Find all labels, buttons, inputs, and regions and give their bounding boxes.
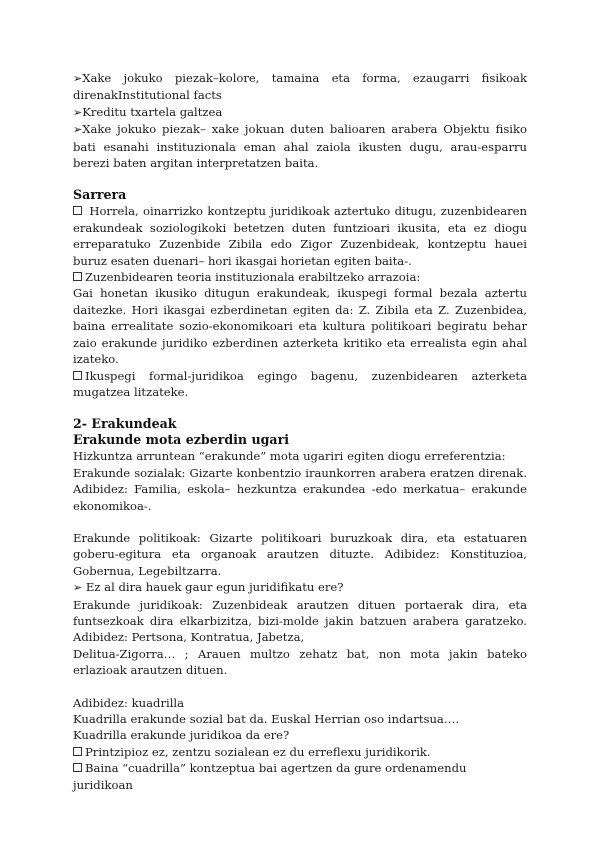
paragraph-text: Xake jokuko piezak–kolore, tamaina eta forma, ezaugarri fisikoak direnakInstitutional facts <box>73 71 527 103</box>
box-bullet-item <box>73 760 527 793</box>
checkbox-bullet-icon <box>73 747 82 756</box>
arrow-bullet-icon: ➢ <box>73 581 83 595</box>
checkbox-bullet-icon <box>73 371 82 380</box>
paragraph: Kuadrilla erakunde juridikoa da ere? <box>73 728 290 743</box>
checkbox-bullet-icon <box>73 272 82 281</box>
paragraph-text: Printzipioz ez, zentzu sozialean ez du erreflexu juridikorik. <box>85 744 431 759</box>
paragraph: Erakunde politikoak: Gizarte politikoari buruzkoak dira, eta estatuaren goberu-egitura eta organoak arautzen dituzte. Adibidez: Konstituzioa, Gobernua, Legebiltzarra. <box>73 530 527 578</box>
checkbox-bullet-icon <box>73 763 82 772</box>
paragraph-text: Ez al dira hauek gaur egun juridifikatu ere? <box>85 580 344 595</box>
section-heading-erakundeak: 2- Erakundeak <box>73 416 177 432</box>
paragraph-text: Zuzenbidearen teoria instituzionala erabiltzeko arrazoia: <box>85 270 421 285</box>
box-bullet-item <box>73 269 527 285</box>
section-heading-sarrera: Sarrera <box>73 187 127 203</box>
paragraph: Adibidez: kuadrilla <box>73 695 185 710</box>
paragraph-text: Xake jokuko piezak– xake jokuan duten balioaren arabera Objektu fisiko bati esanahi instituzionala eman ahal zaiola ikusten dugu, arau-esparru berezi baten argitan interpretatzen baita. <box>73 122 527 171</box>
box-bullet-item <box>73 368 527 401</box>
paragraph: Kuadrilla erakunde sozial bat da. Euskal Herrian oso indartsua…. <box>73 712 460 726</box>
paragraph-text: Horrela, oinarrizko kontzeptu juridikoak aztertuko ditugu, zuzenbidearen erakundeak soziologikoki betetzen duten funtzioari ikusita, eta ez diogu erreparatuko Zuzenbide Zibila edo Zigor Zuzenbideak, kontzeptu hauei buruz esaten duenari– hori ikasgai horietan egiten baita-. <box>73 204 527 268</box>
paragraph-text: Baina “cuadrilla” kontzeptua bai agertzen da gure ordenamendu juridikoan <box>73 761 467 792</box>
arrow-bullet-icon: ➢ <box>73 105 83 119</box>
checkbox-bullet-icon <box>73 206 82 215</box>
paragraph: Hizkuntza arruntean “erakunde” mota ugariri egiten diogu erreferentzia: <box>73 449 506 464</box>
paragraph-text: Kreditu txartela galtzea <box>82 104 223 119</box>
arrow-bullet-icon: ➢ <box>73 72 83 85</box>
arrow-item <box>73 121 527 171</box>
paragraph: Erakunde juridikoak: Zuzenbideak arautzen dituen portaerak dira, eta funtsezkoak dira elkarbizitza, bizi-molde jakin batzuen arabera garatzeko. Adibidez: Pertsona, Kontratua, Jabetza, <box>73 597 527 645</box>
document-body <box>73 70 527 793</box>
paragraph: Gai honetan ikusiko ditugun erakundeak, ikuspegi formal bezala aztertu daitezke. Hori ikasgai ezberdinetan egiten da: Z. Zibila eta Z. Zuzenbidea, baina errealitate sozio-ekonomikoari eta kultura politikoari begiratu behar zaio erakunde juridiko ezberdinen azterketa kritiko eta errealista egin ahal izateko. <box>73 286 527 367</box>
arrow-bullet-icon: ➢ <box>73 123 83 137</box>
paragraph: Erakunde sozialak: Gizarte konbentzio iraunkorren arabera eratzen direnak. Adibidez: Familia, eskola– hezkuntza erakundea -edo merkatua– erakunde ekonomikoa-. <box>73 465 527 513</box>
box-bullet-item <box>73 203 527 269</box>
arrow-item <box>73 579 527 596</box>
subheading: Erakunde mota ezberdin ugari <box>73 432 290 448</box>
box-bullet-item <box>73 744 527 760</box>
arrow-item <box>73 70 527 104</box>
paragraph: Delitua-Zigorra… ; Arauen multzo zehatz bat, non mota jakin bateko erlazioak arautzen dituen. <box>73 646 527 678</box>
arrow-item <box>73 104 527 121</box>
paragraph-text: Ikuspegi formal-juridikoa egingo bagenu, zuzenbidearen azterketa mugatzea litzateke. <box>73 368 527 399</box>
